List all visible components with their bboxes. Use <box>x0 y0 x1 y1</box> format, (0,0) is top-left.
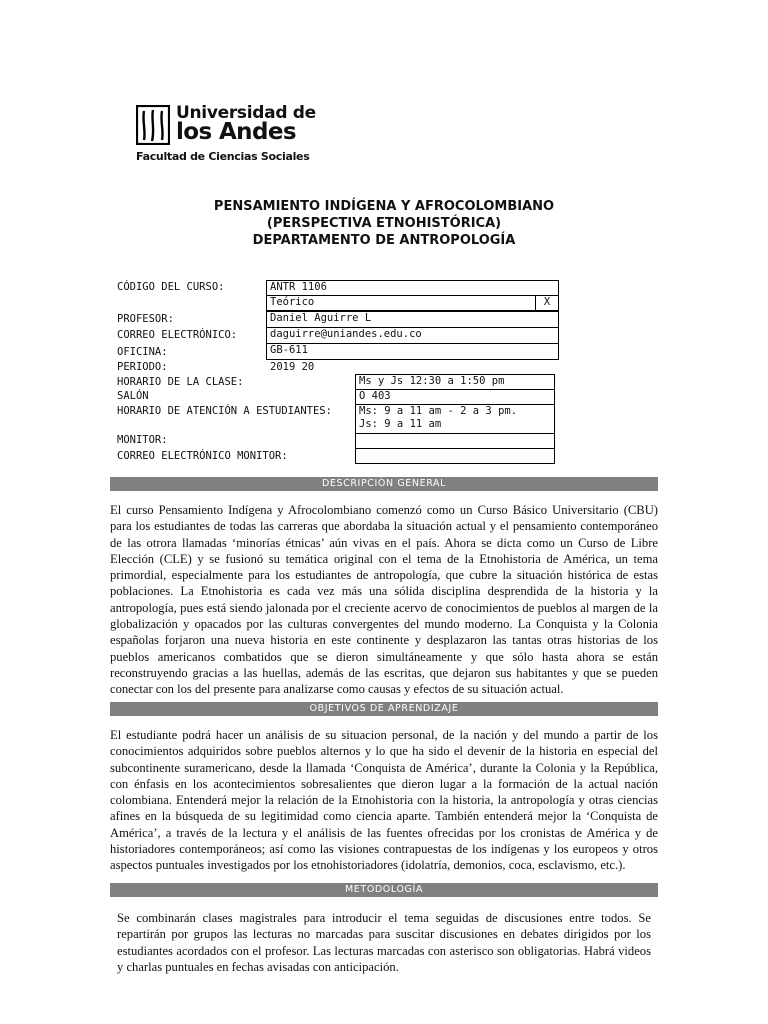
monitor-label: MONITOR: <box>117 434 168 446</box>
periodo-label: PERIODO: <box>117 361 168 373</box>
horario-label: HORARIO DE LA CLASE: <box>117 376 244 388</box>
descripcion-paragraph: El curso Pensamiento Indígena y Afrocolombiano comenzó como un Curso Básico Universitario (CBU) para los estudiantes de todas las carreras que abordaba la situación actual y el pensamiento contemporáneo de las otrora llamadas ‘minorías étnicas’ aún vivas en el país. Ahora se dicta como un Curso de Libre Elección (CLE) y se fusionó su temática original con el tema de la Etnohistoria de América, un tema primordial, especialmente para los estudiantes de antropología, que cubre la situación histórica de estas poblaciones. La Etnohistoria es cada vez más una sólida disciplina desprendida de la historia y la antropología, pues está siendo jalonada por el creciente acervo de conocimientos de pueblos al margen de la globalización y opacados por las culturas convergentes del mundo moderno. La Conquista y la Colonia españolas forjaron una nueva historia en este continente y desplazaron las tantas otras historias de los pueblos americanos combatidos que se dieron simultáneamente y que sólo hasta ahora se están reconstruyendo gracias a las huellas, además de las escritas, que dejaron sus habitantes y que se pueden conectar con los del presente para analizarse como causas y efectos de su situación actual. <box>110 503 658 697</box>
oficina-label: OFICINA: <box>117 346 168 358</box>
logo-line-1: Universidad de <box>176 103 316 123</box>
title-line-2: (PERSPECTIVA ETNOHISTÓRICA) <box>266 216 502 231</box>
correo-value: daguirre@uniandes.edu.co <box>266 327 559 344</box>
periodo-value: 2019 20 <box>270 361 315 373</box>
correo-monitor-value <box>355 448 555 464</box>
title-line-3: DEPARTAMENTO DE ANTROPOLOGÍA <box>252 233 516 248</box>
section-header-objetivos: OBJETIVOS DE APRENDIZAJE <box>110 702 658 716</box>
atencion-value-line-1: Ms: 9 a 11 am - 2 a 3 pm. <box>359 405 518 417</box>
salon-label: SALÓN <box>117 390 149 402</box>
atencion-value-box <box>355 404 555 434</box>
profesor-value: Daniel Aguirre L <box>266 311 559 328</box>
objetivos-paragraph: El estudiante podrá hacer un análisis de su situacion personal, de la nación y del mundo a partir de los conocimientos adquiridos sobre pueblos alternos y lo que ha sido el devenir de la historia en especial del subcontinente suramericano, desde la llamada ‘Conquista de América’, durante la Colonia y la República, con énfasis en los acontecimientos sobresalientes que dieron lugar a la formación de la actual nación colombiana. Entenderá mejor la relación de la Etnohistoria con la historia, la antropología y otras ciencias afines en la búsqueda de su legitimidad como ciencia aparte. También entenderá mejor la ‘Conquista de América’, a través de la lectura y el análisis de las fuentes ofrecidas por los cronistas de América y de historiadores contemporáneos; así como las visiones contrapuestas de los indígenas y los europeos y otros aspectos puntuales investigados por los etnohistoriadores (idolatría, demonios, coca, esclavismo, etc.). <box>110 728 658 873</box>
tipo-mark: X <box>535 295 559 311</box>
logo-faculty-line: Facultad de Ciencias Sociales <box>136 150 310 163</box>
horario-value: Ms y Js 12:30 a 1:50 pm <box>355 374 555 390</box>
document-title <box>0 198 768 249</box>
logo-line-2: los Andes <box>176 119 296 145</box>
codigo-label: CÓDIGO DEL CURSO: <box>117 281 225 293</box>
tipo-value: Teórico <box>266 295 536 311</box>
section-header-metodologia: METODOLOGÍA <box>110 883 658 897</box>
profesor-label: PROFESOR: <box>117 313 174 325</box>
university-logo <box>136 103 316 165</box>
atencion-label: HORARIO DE ATENCIÓN A ESTUDIANTES: <box>117 405 332 417</box>
correo-monitor-label: CORREO ELECTRÓNICO MONITOR: <box>117 450 288 462</box>
correo-label: CORREO ELECTRÓNICO: <box>117 329 238 341</box>
oficina-value: GB-611 <box>266 343 559 360</box>
monitor-value <box>355 433 555 449</box>
section-header-descripcion: DESCRIPCIÓN GENERAL <box>110 477 658 491</box>
atencion-value-line-2: Js: 9 a 11 am <box>359 418 442 430</box>
university-crest-icon <box>136 105 170 145</box>
title-line-1: PENSAMIENTO INDÍGENA Y AFROCOLOMBIANO <box>213 199 555 214</box>
codigo-value: ANTR 1106 <box>266 280 559 296</box>
metodologia-paragraph: Se combinarán clases magistrales para introducir el tema seguidas de discusiones entre todos. Se repartirán por grupos las lecturas no marcadas para suscitar discusiones en debates dirigidos por los estudiantes acordados con el profesor. Las lecturas marcadas con asterisco son obligatorias. Habrá videos y charlas puntuales en fechas avisadas con anticipación. <box>117 911 651 974</box>
salon-value: O 403 <box>355 389 555 405</box>
